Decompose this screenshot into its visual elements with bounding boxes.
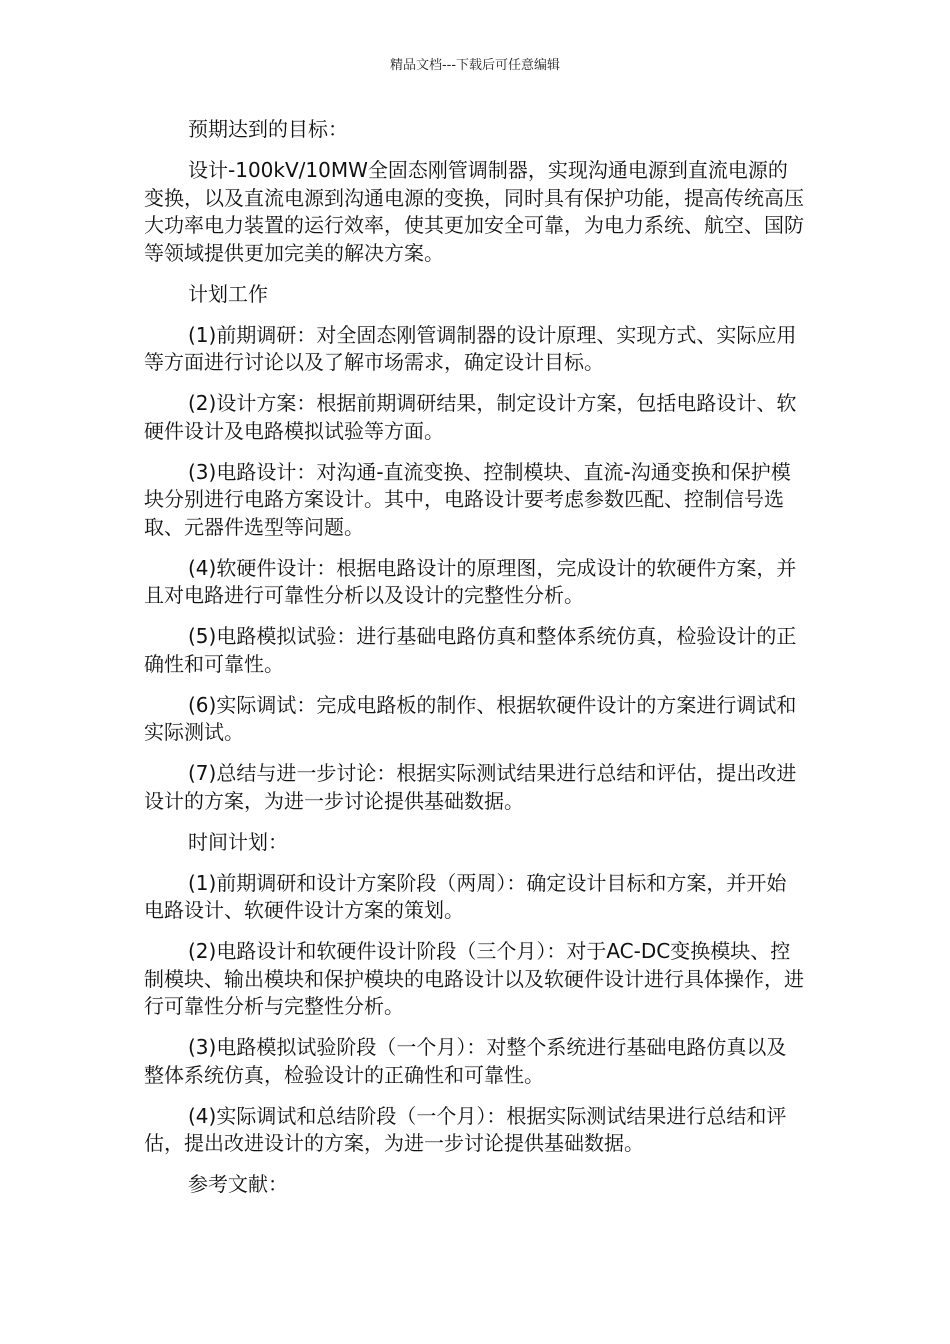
goals-paragraph: 设计-100kV/10MW全固态刚管调制器，实现沟通电源到直流电源的变换，以及直流电源到沟通电源的变换，同时具有保护功能，提高传统高压大功率电力装置的运行效率，使其更加安全可靠，为电力系统、航空、国防等领域提供更加完美的解决方案。 — [144, 158, 804, 265]
work-item-6: (6)实际调试：完成电路板的制作、根据软硬件设计的方案进行调试和实际测试。 — [144, 692, 797, 744]
work-item-7: (7)总结与进一步讨论：根据实际测试结果进行总结和评估，提出改进设计的方案，为进一步讨论提供基础数据。 — [144, 761, 797, 813]
references-heading: 参考文献： — [188, 1172, 288, 1196]
goals-heading: 预期达到的目标： — [188, 117, 348, 141]
work-item-4: (4)软硬件设计：根据电路设计的原理图，完成设计的软硬件方案，并且对电路进行可靠性分析以及设计的完整性分析。 — [144, 555, 797, 607]
work-item-1: (1)前期调研：对全固态刚管调制器的设计原理、实现方式、实际应用等方面进行讨论以及了解市场需求，确定设计目标。 — [144, 322, 797, 374]
document-body — [144, 116, 806, 1212]
schedule-item-3: (3)电路模拟试验阶段（一个月）：对整个系统进行基础电路仿真以及整体系统仿真，检验设计的正确性和可靠性。 — [144, 1035, 787, 1087]
work-item-5: (5)电路模拟试验：进行基础电路仿真和整体系统仿真，检验设计的正确性和可靠性。 — [144, 624, 797, 676]
schedule-item-1: (1)前期调研和设计方案阶段（两周）：确定设计目标和方案，并开始电路设计、软硬件设计方案的策划。 — [144, 870, 787, 922]
schedule-item-4: (4)实际调试和总结阶段（一个月）：根据实际测试结果进行总结和评估，提出改进设计的方案，为进一步讨论提供基础数据。 — [144, 1103, 787, 1155]
work-plan-heading: 计划工作 — [188, 281, 268, 306]
page-header-watermark: 精品文档---下载后可任意编辑 — [389, 58, 561, 73]
schedule-heading: 时间计划： — [188, 829, 288, 854]
work-item-3: (3)电路设计：对沟通-直流变换、控制模块、直流-沟通变换和保护模块分别进行电路方案设计。其中，电路设计要考虑参数匹配、控制信号选取、元器件选型等问题。 — [144, 459, 791, 539]
schedule-item-2: (2)电路设计和软硬件设计阶段（三个月）：对于AC-DC变换模块、控制模块、输出模块和保护模块的电路设计以及软硬件设计进行具体操作，进行可靠性分析与完整性分析。 — [144, 939, 804, 1018]
work-item-2: (2)设计方案：根据前期调研结果，制定设计方案，包括电路设计、软硬件设计及电路模拟试验等方面。 — [144, 391, 797, 443]
